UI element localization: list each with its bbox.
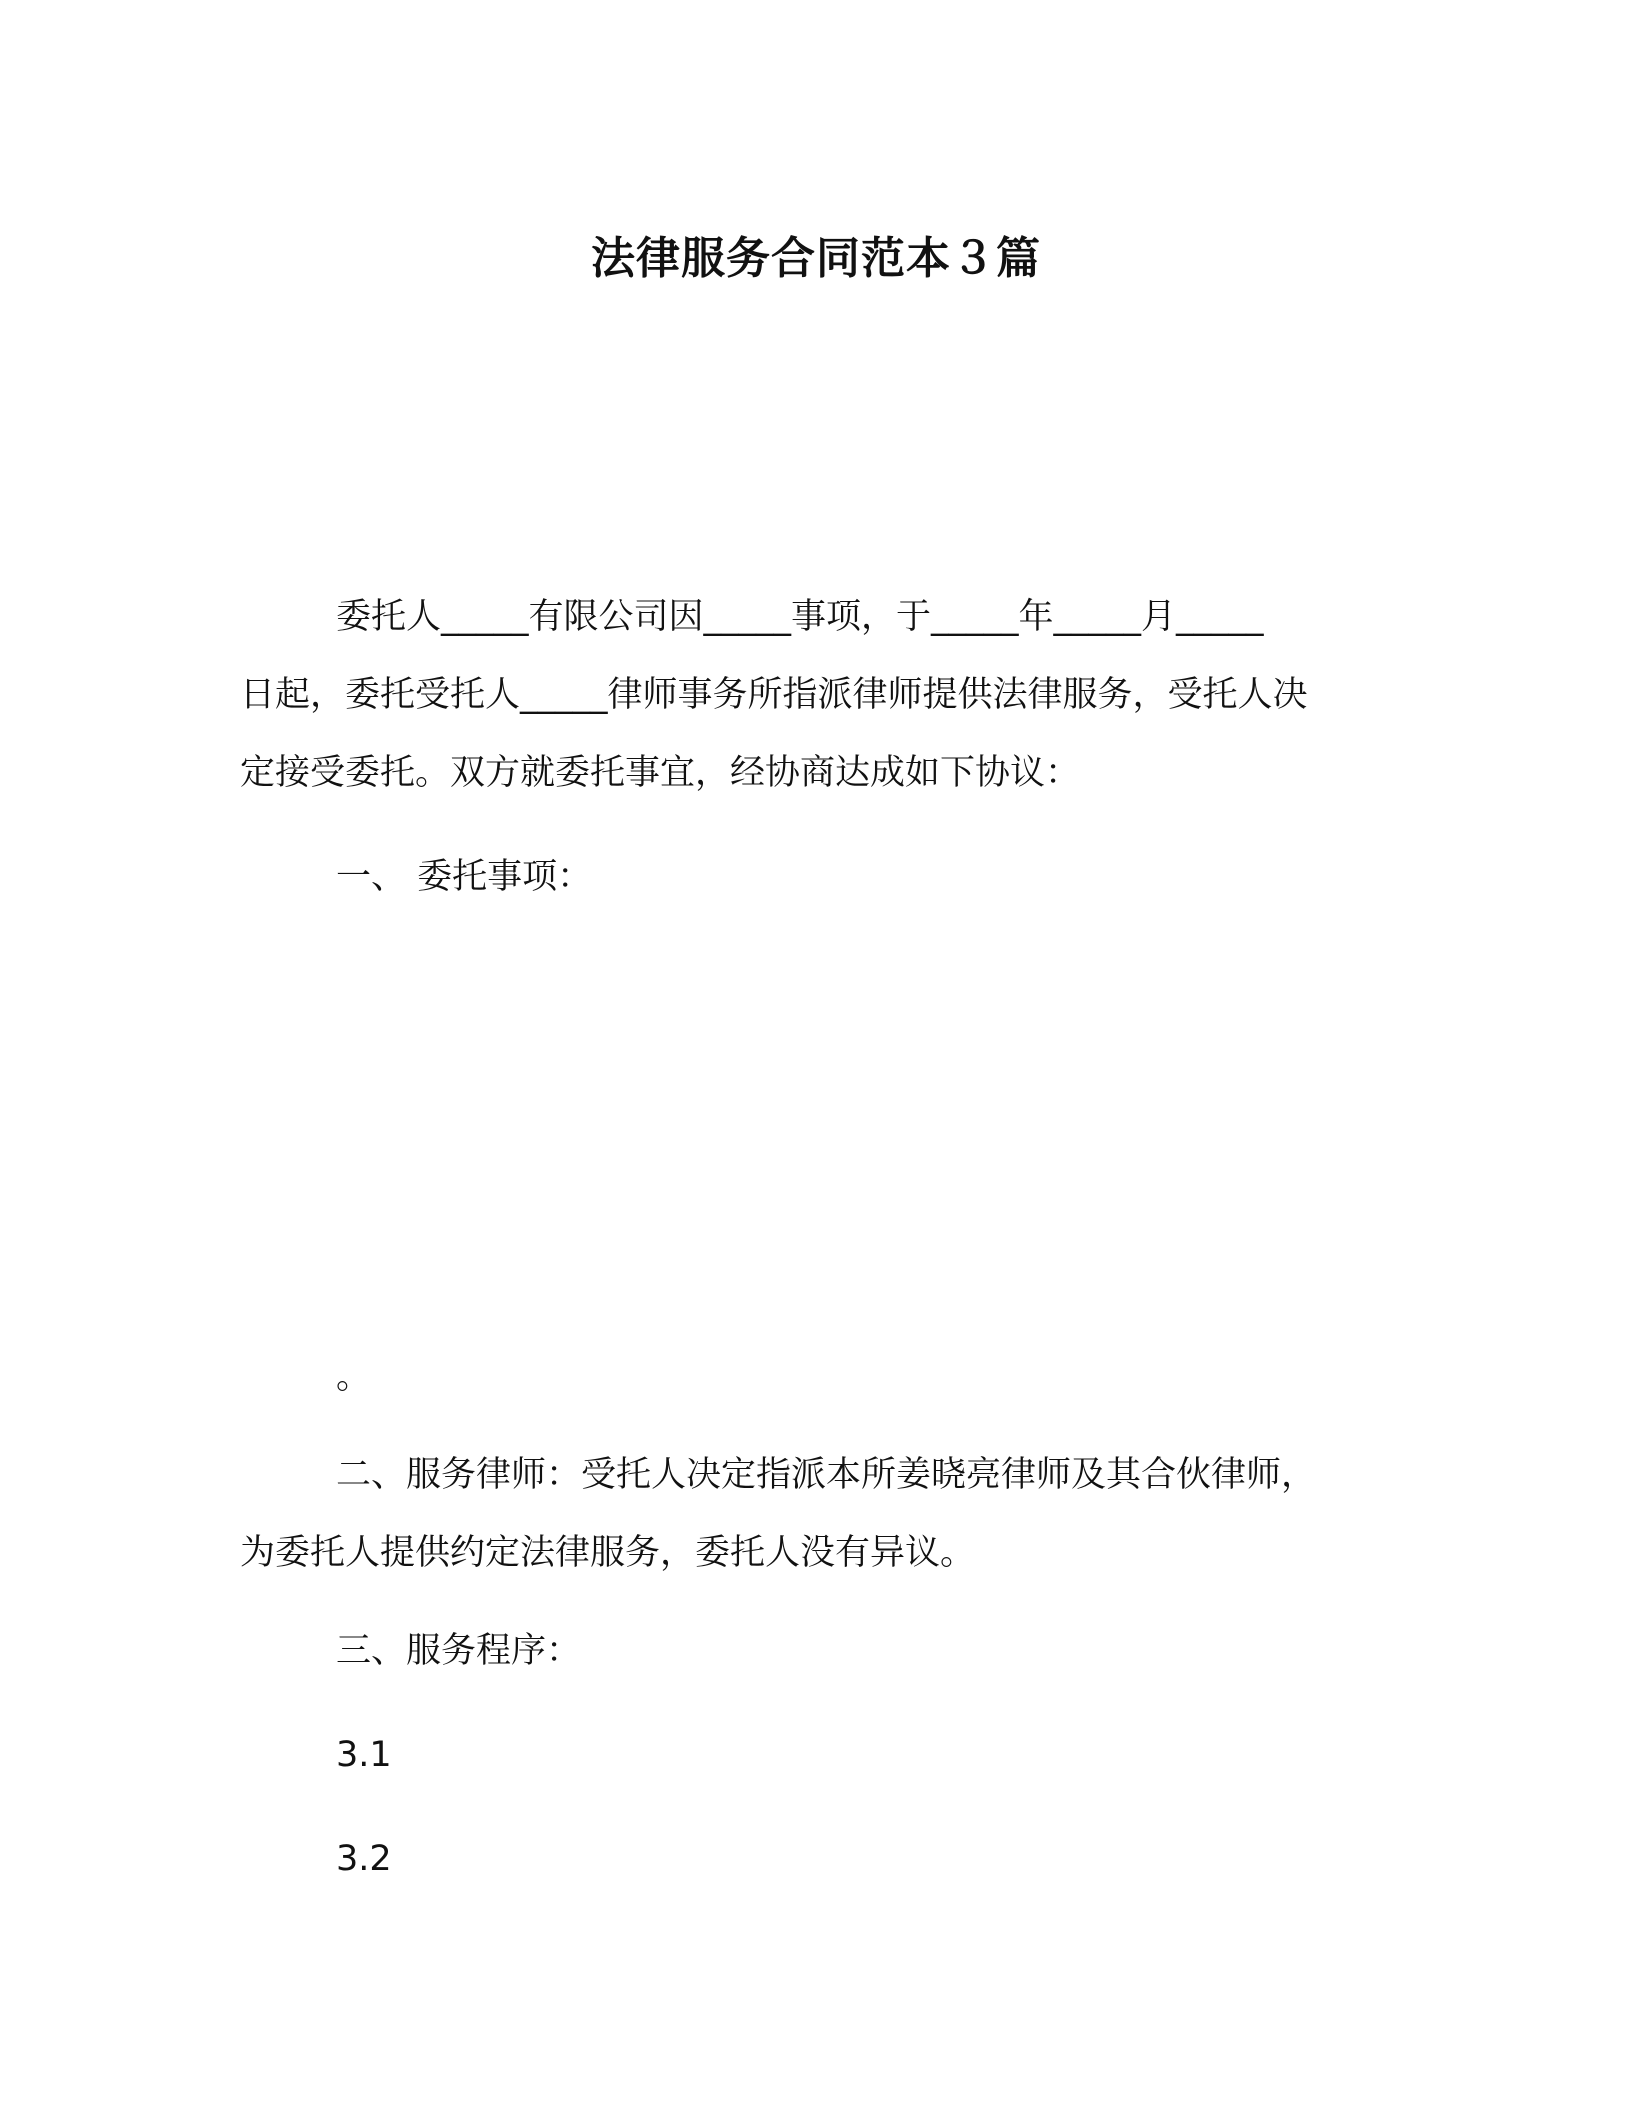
section-2-line-2: 为委托人提供约定法律服务，委托人没有异议。 (240, 1533, 976, 1573)
document-title: 法律服务合同范本３篇 (591, 233, 1041, 284)
intro-line-1: 委托人_____有限公司因_____事项，于_____年_____月_____ (336, 597, 1264, 637)
section-1-heading: 一、 委托事项： (336, 857, 593, 897)
intro-line-3: 定接受委托。双方就委托事宜，经协商达成如下协议： (240, 753, 1081, 793)
intro-line-2: 日起，委托受托人_____律师事务所指派律师提供法律服务，受托人决 (240, 675, 1308, 715)
section-1-end-mark: 。 (336, 1357, 372, 1397)
section-2-line-1: 二、服务律师：受托人决定指派本所姜晓亮律师及其合伙律师， (336, 1455, 1317, 1495)
item-3-2: 3.2 (336, 1839, 392, 1879)
item-3-1: 3.1 (336, 1735, 392, 1775)
section-3-heading: 三、服务程序： (336, 1631, 582, 1671)
